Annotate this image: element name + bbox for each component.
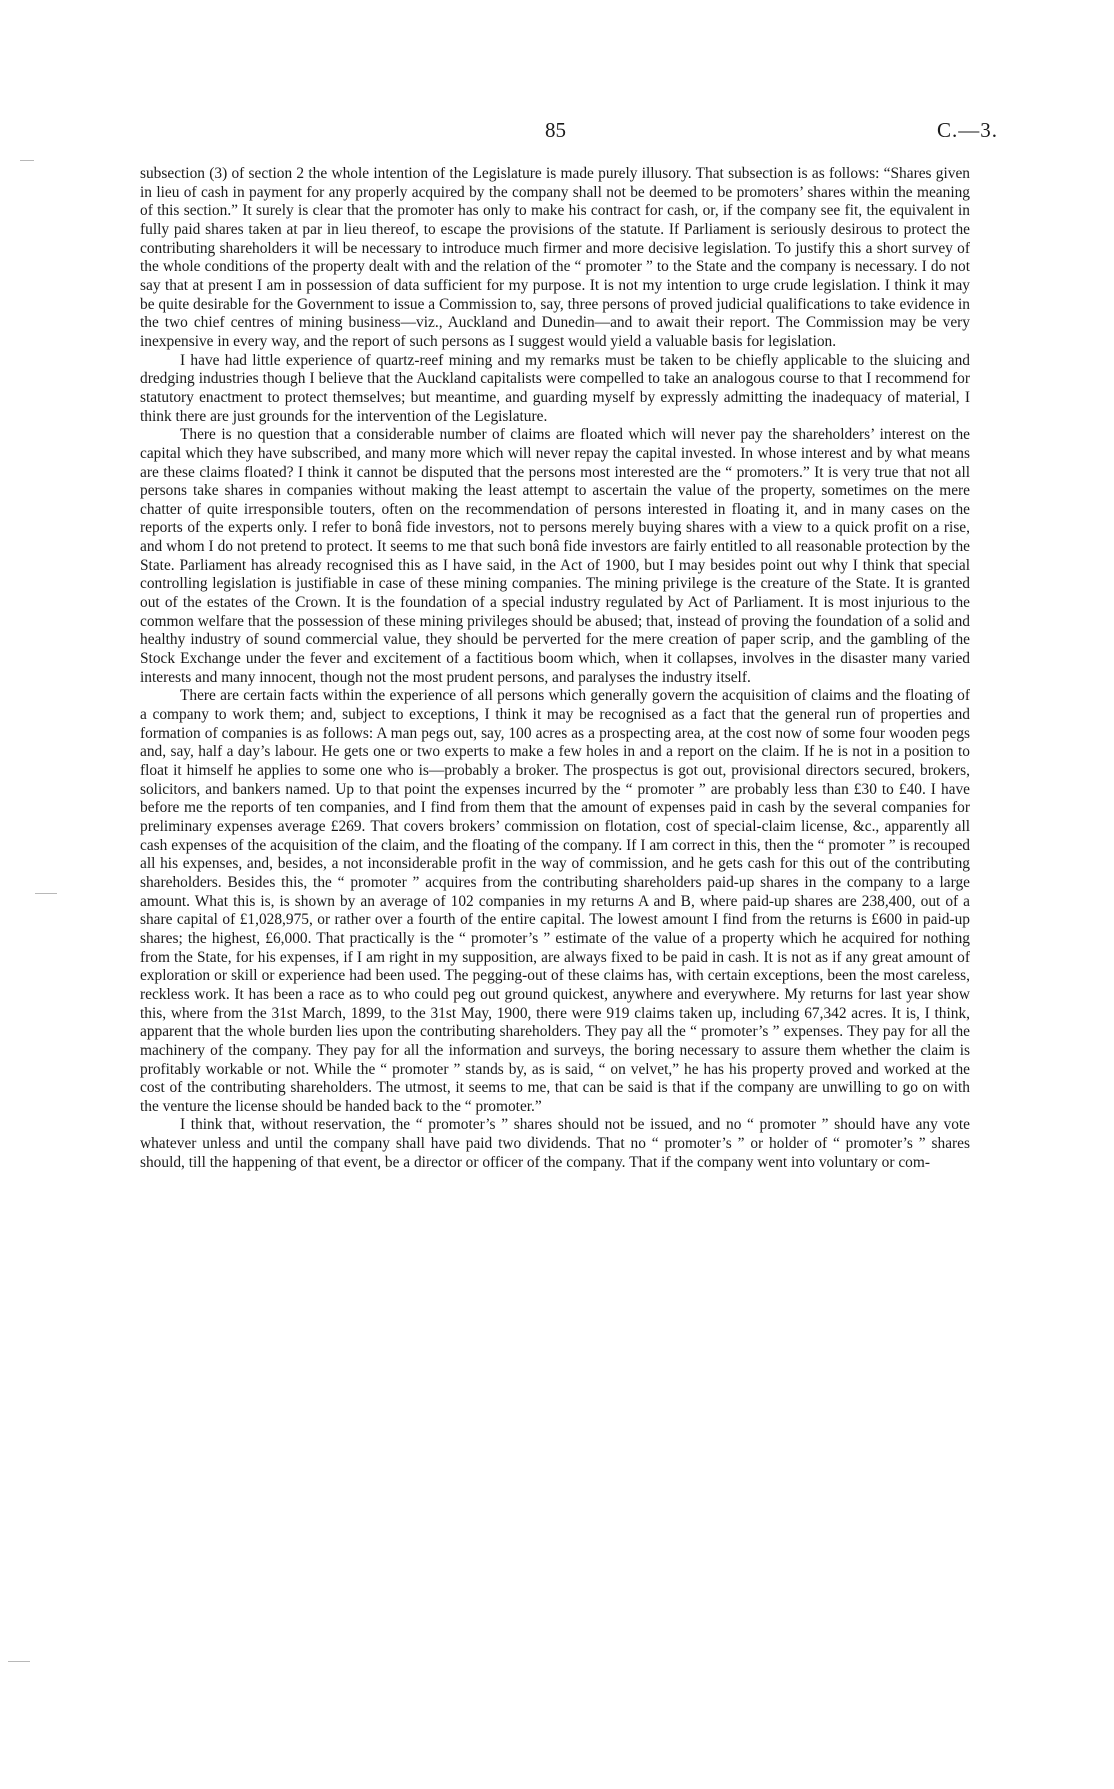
- margin-mark: [20, 160, 34, 161]
- paragraph: I have had little experience of quartz-reef mining and my remarks must be taken to be chiefly applicable to the sluicing and dredging industries though I believe that the Auckland capitalists were compelled to take an analogous course to that I recommend for statutory enactment to protect themselves; but meantime, and guarding myself by expressly admitting the inadequacy of material, I think there are just grounds for the intervention of the Legislature.: [140, 351, 970, 425]
- paragraph: There are certain facts within the experience of all persons which generally govern the acquisition of claims and the floating of a company to work them; and, subject to exceptions, I think it may be recognised as a fact that the general run of properties and formation of companies is as follows: A man pegs out, say, 100 acres as a prospecting area, at the cost now of some four wooden pegs and, say, half a day’s labour. He gets one or two experts to make a few holes in and a report on the claim. If he is not in a position to float it himself he applies to some one who is—probably a broker. The prospectus is got out, provisional directors secured, brokers, solicitors, and bankers named. Up to that point the expenses incurred by the “ promoter ” are probably less than £30 to £40. I have before me the reports of ten companies, and I find from them that the amount of expenses paid in cash by the several companies for preliminary expenses average £269. That covers brokers’ commission on flotation, cost of special-claim license, &c., apparently all cash expenses of the acquisition of the claim, and the floating of the company. If I am correct in this, then the “ promoter ” is recouped all his expenses, and, besides, a not inconsiderable profit in the way of commission, and he gets cash for this out of the contributing shareholders. Besides this, the “ promoter ” acquires from the contributing shareholders paid-up shares in the company to a large amount. What this is, is shown by an average of 102 companies in my returns A and B, where paid-up shares are 238,400, out of a share capital of £1,028,975, or rather over a fourth of the entire capital. The lowest amount I find from the returns is £600 in paid-up shares; the highest, £6,000. That practically is the “ promoter’s ” estimate of the value of a property which he acquired for nothing from the State, for his expenses, if I am right in my supposition, are always fixed to be paid in cash. It is not as if any great amount of exploration or skill or experience had been used. The pegging-out of these claims has, with certain exceptions, been the most careless, reckless work. It has been a race as to who could peg out ground quickest, anywhere and everywhere. My returns for last year show this, where from the 31st March, 1899, to the 31st May, 1900, there were 919 claims taken up, including 67,342 acres. It is, I think, apparent that the whole burden lies upon the contributing shareholders. They pay all the “ promoter’s ” expenses. They pay for all the machinery of the company. They pay for all the information and surveys, the boring necessary to assure them whether the claim is profitably workable or not. While the “ promoter ” stands by, as is said, “ on velvet,” he has his property proved and worked at the cost of the contributing shareholders. The utmost, it seems to me, that can be said is that if the company are unwilling to go on with the venture the license should be handed back to the “ promoter.”: [140, 687, 970, 1115]
- paragraph: subsection (3) of section 2 the whole intention of the Legislature is made purely illusory. That subsection is as follows: “Shares given in lieu of cash in payment for any properly acquired by the company shall not be deemed to be promoters’ shares within the meaning of this section.” It surely is clear that the promoter has only to make his contract for cash, or, if the company see fit, the equivalent in fully paid shares taken at par in lieu thereof, to escape the provisions of the statute. If Parliament is seriously desirous to protect the contributing shareholders it will be necessary to introduce much firmer and more decisive legislation. To justify this a short survey of the whole conditions of the property dealt with and the relation of the “ promoter ” to the State and the company is necessary. I do not say that at present I am in possession of data sufficient for my purpose. It is not my intention to urge crude legislation. I think it may be quite desirable for the Government to issue a Commission to, say, three persons of proved judicial qualifications to take evidence in the two chief centres of mining business—viz., Auckland and Dunedin—and to await their report. The Commission may be very inexpensive in every way, and the report of such persons as I suggest would yield a valuable basis for legislation.: [140, 165, 970, 350]
- margin-mark: [35, 893, 57, 894]
- paragraph: I think that, without reservation, the “ promoter’s ” shares should not be issued, and no “ promoter ” should have any vote whatever unless and until the company shall have paid two dividends. That no “ promoter’s ” or holder of “ promoter’s ” shares should, till the happening of that event, be a director or officer of the company. That if the company went into voluntary or com-: [140, 1116, 970, 1171]
- paragraph: There is no question that a considerable number of claims are floated which will never pay the shareholders’ interest on the capital which they have subscribed, and many more which will never repay the capital invested. In whose interest and by what means are these claims floated? I think it cannot be disputed that the persons most interested are the “ promoters.” It is very true that not all persons take shares in companies without making the least attempt to ascertain the value of the property, sometimes on the mere chatter of quite irresponsible touters, often on the recommendation of persons interested in floating it, and in many cases on the reports of the experts only. I refer to bonâ fide investors, not to persons merely buying shares with a view to a quick profit on a rise, and whom I do not pretend to protect. It seems to me that such bonâ fide investors are fairly entitled to all reasonable protection by the State. Parliament has already recognised this as I have said, in the Act of 1900, but I may besides point out why I think that special controlling legislation is justifiable in case of these mining companies. The mining privilege is the creature of the State. It is granted out of the estates of the Crown. It is the foundation of a special industry regulated by Act of Parliament. It is most injurious to the common welfare that the possession of these mining privileges should be abused; that, instead of proving the foundation of a solid and healthy industry of sound commercial value, they should be perverted for the mere creation of paper scrip, and the gambling of the Stock Exchange under the fever and excitement of a factitious boom which, when it collapses, involves in the disaster many varied interests and many innocent, though not the most prudent persons, and paralyses the industry itself.: [140, 426, 970, 686]
- body-text: [140, 165, 970, 1172]
- document-reference: C.—3.: [937, 118, 999, 142]
- margin-mark: [8, 1661, 30, 1662]
- page-number: 85: [545, 118, 566, 142]
